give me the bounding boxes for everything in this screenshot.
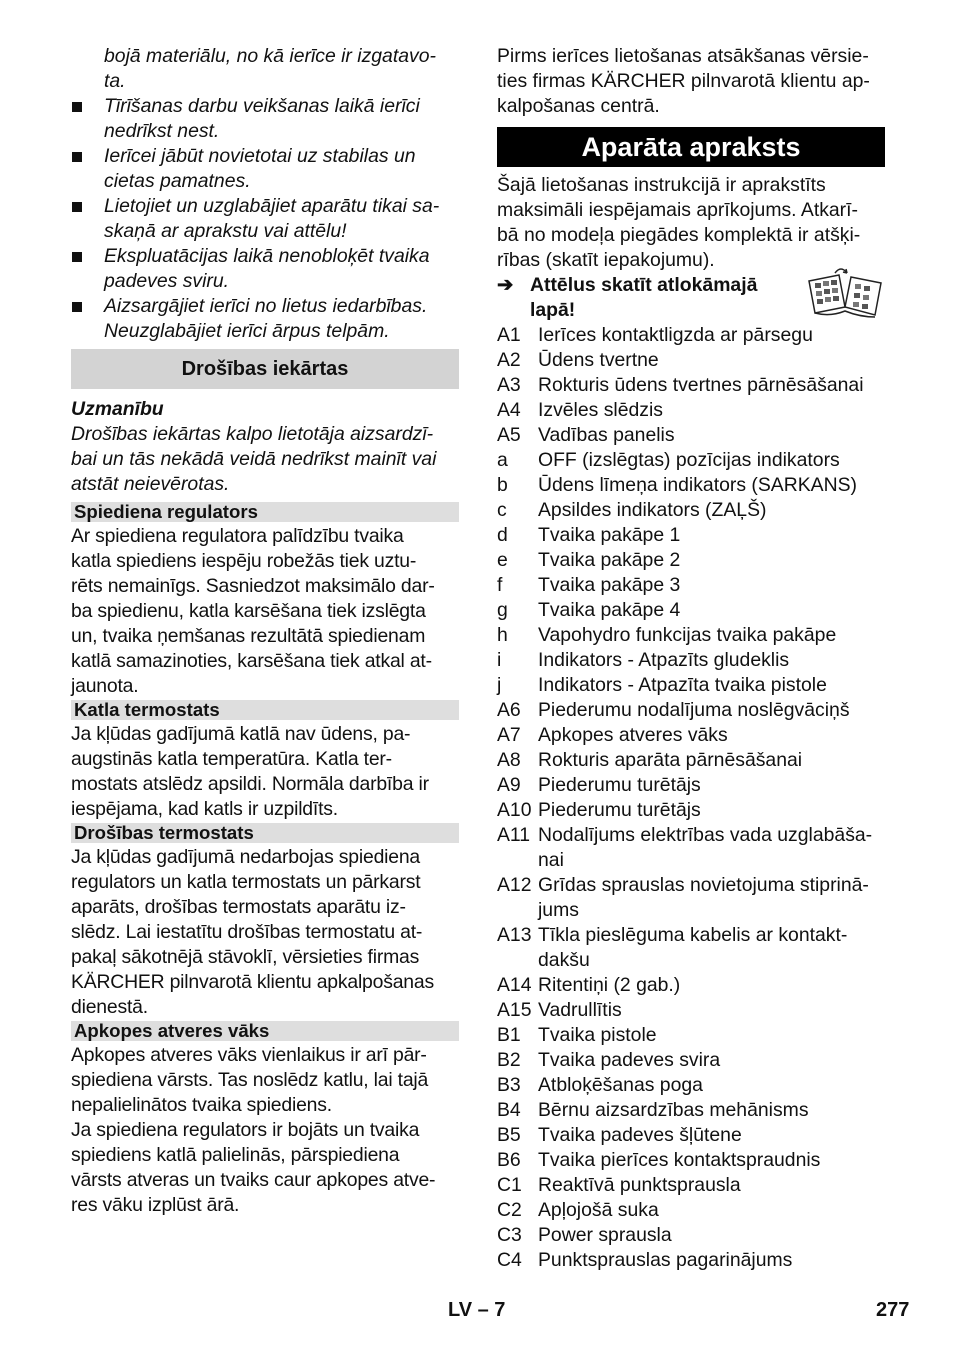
component-text: Izvēles slēdzis (538, 399, 664, 421)
subsection-paragraph: Ja kļūdas gadījumā katlā nav ūdens, pa- augstinās katla temperatūra. Katla ter- mostats atslēdz apsildi. Normāla darbība ir iespējama, kad katls ir uzpildīts. (71, 723, 429, 820)
component-code: e (497, 549, 508, 571)
component-item (497, 723, 885, 748)
fold-out-note (497, 273, 885, 323)
section-title-device-description: Aparāta apraksts (497, 127, 885, 167)
component-item (497, 648, 885, 673)
safety-bullet (71, 244, 459, 294)
component-item (497, 923, 885, 973)
caution-text: Drošības iekārtas kalpo lietotāja aizsardzī- bai un tās nekādā veidā nedrīkst mainīt vai atstāt neievērotas. (71, 423, 437, 495)
component-item (497, 1123, 885, 1148)
component-text: Vadības panelis (538, 424, 675, 446)
subsection-title: Spiediena regulators (71, 502, 459, 522)
component-item (497, 823, 885, 873)
subsection-paragraph: Apkopes atveres vāks vienlaikus ir arī pār- spiediena vārsts. Tas noslēdz katlu, lai tajā nepalielinātos tvaika spiediens. (71, 1044, 429, 1116)
component-code: A12 (497, 874, 532, 896)
component-code: A7 (497, 724, 521, 746)
component-code: B4 (497, 1099, 521, 1121)
component-text: Tvaika pakāpe 3 (538, 574, 681, 596)
component-text: Rokturis aparāta pārnēsāšanai (538, 749, 803, 771)
intro-continuation: bojā materiālu, no kā ierīce ir izgatavo- ta. (104, 45, 436, 92)
subsection-title: Drošības termostats (71, 823, 459, 843)
right-column (497, 44, 885, 1273)
component-item (497, 398, 885, 423)
square-bullet-icon (72, 152, 82, 162)
component-text: Tvaika padeves šļūtene (538, 1124, 742, 1146)
component-item (497, 498, 885, 523)
square-bullet-icon (72, 302, 82, 312)
component-code: a (497, 449, 508, 471)
component-item (497, 448, 885, 473)
component-item (497, 348, 885, 373)
bullet-text: Tīrīšanas darbu veikšanas laikā ierīci nedrīkst nest. (104, 95, 420, 142)
component-code: B6 (497, 1149, 521, 1171)
component-item (497, 423, 885, 448)
component-item (497, 673, 885, 698)
component-code: C3 (497, 1224, 522, 1246)
component-code: B1 (497, 1024, 521, 1046)
subsection-paragraph: Ja spiediena regulators ir bojāts un tvaika spiediens katlā palielinās, pārspiediena vārsts atveras un tvaiks caur apkopes atve- res vāku izplūst ārā. (71, 1119, 436, 1216)
safety-bullet (71, 144, 459, 194)
component-item (497, 698, 885, 723)
component-text: Grīdas sprauslas novietojuma stiprinā- jums (538, 874, 869, 921)
intro-paragraph: Pirms ierīces lietošanas atsākšanas vērsie- ties firmas KÄRCHER pilnvarotā klientu ap- kalpošanas centrā. (497, 45, 870, 117)
subsection-title: Katla termostats (71, 700, 459, 720)
component-text: Rokturis ūdens tvertnes pārnēsāšanai (538, 374, 864, 396)
component-item (497, 1048, 885, 1073)
component-code: A5 (497, 424, 521, 446)
component-code: b (497, 474, 508, 496)
footer-language-page: LV – 7 (448, 1299, 506, 1321)
component-text: Power sprausla (538, 1224, 672, 1246)
component-code: A14 (497, 974, 532, 996)
component-code: A8 (497, 749, 521, 771)
component-item (497, 798, 885, 823)
component-text: Reaktīvā punktsprausla (538, 1174, 741, 1196)
component-text: Indikators - Atpazīta tvaika pistole (538, 674, 827, 696)
subsection-paragraph: Ar spiediena regulatora palīdzību tvaika katla spiediens iespēju robežās tiek uztu- rēts nemainīgs. Sasniedzot maksimālo dar- ba spiedienu, katla karsēšana tiek izslēgta un, tvaika ņemšanas rezultātā spiedienam katlā samazinoties, karsēšana tiek atkal at- jaunota. (71, 525, 435, 697)
component-code: A6 (497, 699, 521, 721)
component-item (497, 548, 885, 573)
component-item (497, 998, 885, 1023)
component-item (497, 1098, 885, 1123)
component-text: Atbloķēšanas poga (538, 1074, 703, 1096)
component-text: Tvaika padeves svira (538, 1049, 721, 1071)
component-code: A13 (497, 924, 532, 946)
square-bullet-icon (72, 252, 82, 262)
component-text: Indikators - Atpazīts gludeklis (538, 649, 790, 671)
component-code: B3 (497, 1074, 521, 1096)
component-code: d (497, 524, 508, 546)
component-code: c (497, 499, 507, 521)
component-item (497, 1148, 885, 1173)
component-code: A10 (497, 799, 532, 821)
bullet-text: Aizsargājiet ierīci no lietus iedarbības. Neuzglabājiet ierīci ārpus telpām. (104, 295, 428, 342)
component-text: Vadrullītis (538, 999, 622, 1021)
component-code: A11 (497, 824, 531, 846)
component-text: Tīkla pieslēguma kabelis ar kontakt- dakšu (538, 924, 848, 971)
component-code: j (497, 674, 502, 696)
open-book-icon (805, 267, 885, 323)
component-code: f (497, 574, 503, 596)
bullet-text: Ekspluatācijas laikā nenobloķēt tvaika padeves sviru. (104, 245, 430, 292)
component-item (497, 973, 885, 998)
component-item (497, 473, 885, 498)
component-code: A15 (497, 999, 532, 1021)
component-code: A2 (497, 349, 521, 371)
safety-bullet (71, 294, 459, 344)
bullet-text: Lietojiet un uzglabājiet aparātu tikai sa- skaņā ar aprakstu vai attēlu! (104, 195, 440, 242)
component-code: C2 (497, 1199, 522, 1221)
square-bullet-icon (72, 202, 82, 212)
component-item (497, 873, 885, 923)
component-text: OFF (izslēgtas) pozīcijas indikators (538, 449, 840, 471)
component-item (497, 1198, 885, 1223)
safety-bullet-list (71, 94, 459, 344)
arrow-right-icon: ➔ (497, 274, 514, 296)
footer-page-number: 277 (876, 1299, 910, 1321)
component-item (497, 523, 885, 548)
component-text: Tvaika pakāpe 2 (538, 549, 681, 571)
component-item (497, 623, 885, 648)
component-item (497, 573, 885, 598)
component-item (497, 1248, 885, 1273)
component-text: Nodalījums elektrības vada uzglabāša- nai (538, 824, 873, 871)
component-item (497, 323, 885, 348)
component-code: A9 (497, 774, 521, 796)
note-text: Attēlus skatīt atlokāmajā lapā! (530, 274, 758, 321)
component-code: h (497, 624, 508, 646)
component-item (497, 1023, 885, 1048)
component-code: C4 (497, 1249, 522, 1271)
component-text: Vapohydro funkcijas tvaika pakāpe (538, 624, 837, 646)
component-text: Piederumu nodalījuma noslēgvāciņš (538, 699, 850, 721)
component-code: i (497, 649, 502, 671)
safety-bullet (71, 94, 459, 144)
component-code: A1 (497, 324, 521, 346)
component-code: g (497, 599, 508, 621)
component-list (497, 323, 885, 1273)
component-text: Tvaika pistole (538, 1024, 657, 1046)
component-text: Ierīces kontaktligzda ar pārsegu (538, 324, 813, 346)
caution-title: Uzmanību (71, 398, 164, 420)
component-code: C1 (497, 1174, 522, 1196)
section-title-safety-devices: Drošības iekārtas (71, 349, 459, 389)
component-text: Punktsprauslas pagarinājums (538, 1249, 793, 1271)
description-paragraph: Šajā lietošanas instrukcijā ir aprakstīts maksimāli iespējamais aprīkojums. Atkarī- bā no modeļa piegādes komplektā ir atšķi- rības (skatīt iepakojumu). (497, 174, 861, 271)
component-text: Piederumu turētājs (538, 799, 701, 821)
component-text: Apsildes indikators (ZAĻŠ) (538, 499, 767, 521)
component-item (497, 1223, 885, 1248)
component-item (497, 773, 885, 798)
component-text: Ūdens tvertne (538, 349, 659, 371)
subsection-title: Apkopes atveres vāks (71, 1021, 459, 1041)
component-item (497, 1173, 885, 1198)
component-item (497, 598, 885, 623)
component-item (497, 373, 885, 398)
component-text: Bērnu aizsardzības mehānisms (538, 1099, 809, 1121)
safety-subsections (71, 502, 459, 1218)
bullet-text: Ierīcei jābūt novietotai uz stabilas un cietas pamatnes. (104, 145, 416, 192)
component-code: B5 (497, 1124, 521, 1146)
component-code: A3 (497, 374, 521, 396)
component-code: B2 (497, 1049, 521, 1071)
subsection-paragraph: Ja kļūdas gadījumā nedarbojas spiediena regulators un katla termostats un pārkarst aparāts, drošības termostats aparātu iz- slēdz. Lai iestatītu drošības termostatu at- pakaļ sākotnējā stāvoklī, vērsieties firmas KÄRCHER pilnvarotā klientu apkalpošanas dienestā. (71, 846, 434, 1018)
component-text: Tvaika pierīces kontaktspraudnis (538, 1149, 821, 1171)
component-text: Apļojošā suka (538, 1199, 659, 1221)
component-text: Tvaika pakāpe 1 (538, 524, 681, 546)
component-text: Piederumu turētājs (538, 774, 701, 796)
component-text: Ūdens līmeņa indikators (SARKANS) (538, 474, 857, 496)
component-text: Ritentiņi (2 gab.) (538, 974, 681, 996)
component-text: Apkopes atveres vāks (538, 724, 728, 746)
component-item (497, 1073, 885, 1098)
square-bullet-icon (72, 102, 82, 112)
safety-bullet (71, 194, 459, 244)
component-text: Tvaika pakāpe 4 (538, 599, 681, 621)
component-code: A4 (497, 399, 521, 421)
component-item (497, 748, 885, 773)
left-column (71, 44, 459, 1218)
